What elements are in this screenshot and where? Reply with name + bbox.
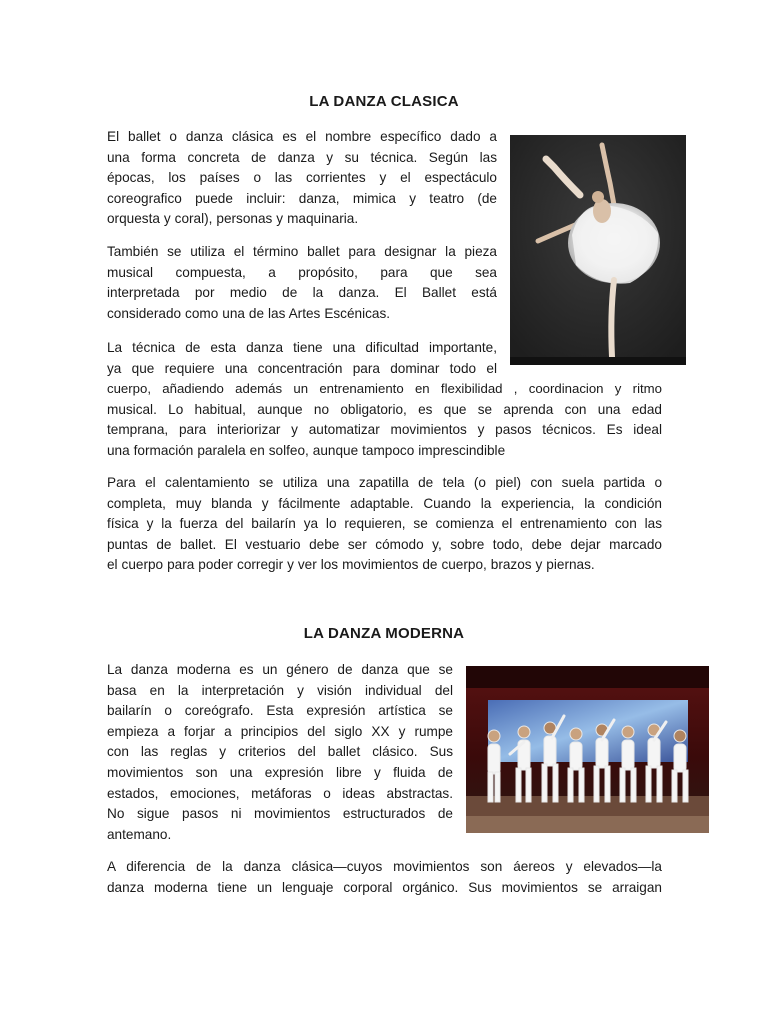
text-line: con las reglas y criterios del ballet clásico. Sus bbox=[107, 744, 453, 760]
text-line: El ballet o danza clásica es el nombre específico dado a bbox=[107, 129, 497, 144]
text-line: el cuerpo para poder corregir y ver los movimientos de cuerpo, brazos y piernas. bbox=[107, 557, 595, 573]
ballerina-photo bbox=[510, 135, 686, 365]
text-line: temprana, para interiorizar y automatizar movimientos y pasos técnicos. Es ideal bbox=[107, 422, 662, 438]
text-line: La danza moderna es un género de danza que se bbox=[107, 662, 453, 677]
text-line: antemano. bbox=[107, 826, 172, 842]
text-line: orquesta y coral), personas y maquinaria. bbox=[107, 211, 359, 227]
paragraph-moderna-2 bbox=[107, 857, 662, 898]
text-line: física y la fuerza del bailarín ya lo requieren, se comienza el entrenamiento con las bbox=[107, 516, 662, 532]
text-line: Para el calentamiento se utiliza una zapatilla de tela (o piel) con suela partida o bbox=[107, 475, 662, 490]
text-line: movimientos son una expresión libre y fluida de bbox=[107, 764, 453, 780]
text-line: completa, muy blanda y fácilmente adaptable. Cuando la experiencia, la condición bbox=[107, 495, 662, 511]
text-line: interpretada por medio de la danza. El Ballet está bbox=[107, 285, 497, 301]
text-line: empieza a forjar a principios del siglo XX y rumpe bbox=[107, 723, 453, 739]
section-title-moderna: LA DANZA MODERNA bbox=[303, 625, 465, 642]
text-line: puntas de ballet. El vestuario debe ser cómodo y, sobre todo, debe dejar marcado bbox=[107, 536, 662, 552]
text-line: épocas, los países o las corrientes y el espectáculo bbox=[107, 170, 497, 186]
paragraph-clasica-4 bbox=[107, 473, 662, 576]
text-line: También se utiliza el término ballet para designar la pieza bbox=[107, 244, 497, 259]
text-line: considerado como una de las Artes Escénicas. bbox=[107, 305, 391, 321]
text-line: ya que requiere una concentración para dominar todo el bbox=[107, 360, 497, 376]
text-line: No sigue pasos ni movimientos estructurados de bbox=[107, 806, 453, 822]
text-line: cuerpo, añadiendo además un entrenamiento en flexibilidad , coordinacion y ritmo bbox=[107, 381, 662, 397]
paragraph-moderna-1 bbox=[107, 660, 453, 845]
text-line: basa en la interpretación y visión individual del bbox=[107, 682, 453, 698]
paragraph-clasica-2 bbox=[107, 242, 497, 324]
text-line: una forma concreta de danza y su técnica. Según las bbox=[107, 149, 497, 165]
text-line: estados, emociones, metáforas o ideas abstractas. bbox=[107, 785, 453, 801]
text-line: La técnica de esta danza tiene una dificultad importante, bbox=[107, 340, 497, 355]
paragraph-clasica-1 bbox=[107, 127, 497, 230]
text-line: musical. Lo habitual, aunque no obligatorio, es que se aprenda con una edad bbox=[107, 401, 662, 417]
text-line: danza moderna tiene un lenguaje corporal orgánico. Sus movimientos se arraigan bbox=[107, 879, 662, 895]
modern-dance-photo bbox=[466, 666, 709, 833]
text-line: una formación paralela en solfeo, aunque tampoco imprescindible bbox=[107, 442, 506, 458]
text-line: A diferencia de la danza clásica—cuyos movimientos son áereos y elevados—la bbox=[107, 859, 662, 874]
text-line: coreografico puede incluir: danza, mimica y teatro (de bbox=[107, 190, 497, 206]
section-title-clasica: LA DANZA CLASICA bbox=[309, 93, 459, 110]
text-line: musical compuesta, a propósito, para que sea bbox=[107, 264, 497, 280]
text-line: bailarín o coreógrafo. Esta expresión artística se bbox=[107, 703, 453, 719]
